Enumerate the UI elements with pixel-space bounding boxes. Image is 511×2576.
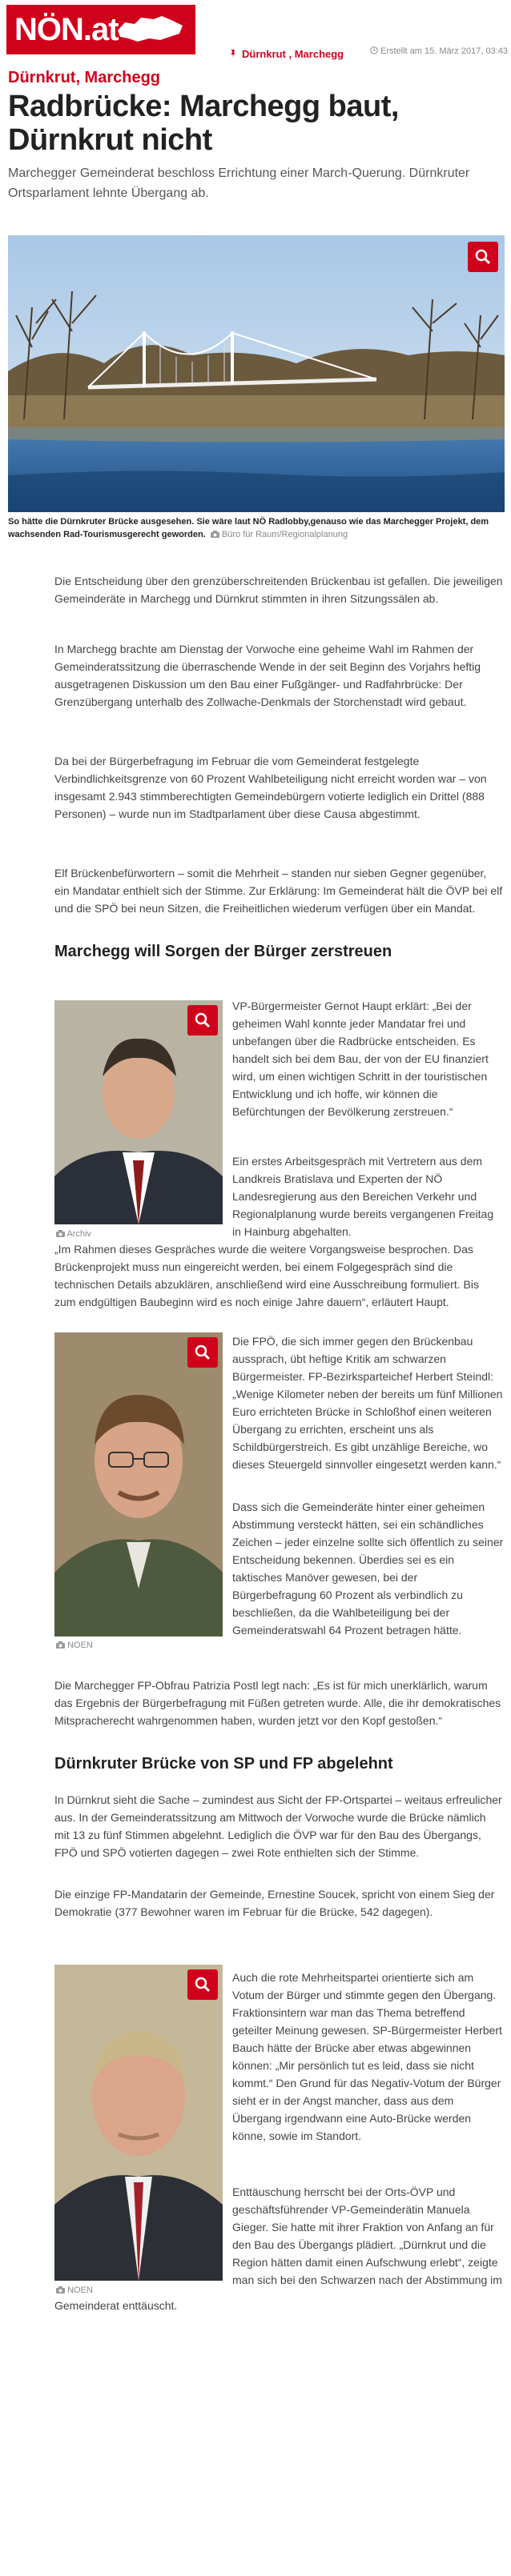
magnifier-icon <box>475 249 491 265</box>
magnifier-icon <box>195 1344 211 1360</box>
photo3-credit <box>56 2286 93 2295</box>
zoom-button-photo3[interactable] <box>187 1969 218 2000</box>
site-header <box>0 0 511 64</box>
paragraph-4: Elf Brückenbefürwortern – somit die Mehrheit – standen nur sieben Gegner gegenüber, ein Mandatar enthielt sich der Stimme. Zur Erklärung: Im Gemeinderat hält die ÖVP bei elf und die SPÖ bei neun Sitzen, die Freiheitlichen wiederum verfügen über ein Mandat. <box>54 867 503 915</box>
paragraph-14: Gemeinderat enttäuscht. <box>54 2299 178 2312</box>
logo-text: NÖN.at <box>14 12 119 47</box>
photo2-credit-text: NOEN <box>67 1641 93 1650</box>
date-text: Erstellt am 15. März 2017, 03:43 <box>380 46 508 56</box>
article-title: Radbrücke: Marchegg baut, Dürnkrut nicht <box>8 90 399 157</box>
subheading-marchegg: Marchegg will Sorgen der Bürger zerstreuen <box>54 943 392 960</box>
camera-icon <box>211 531 219 538</box>
category-label: Dürnkrut , Marchegg <box>242 48 344 60</box>
pin-icon <box>229 50 237 58</box>
portrait-haupt[interactable] <box>54 1000 223 1224</box>
publish-date <box>370 46 508 56</box>
paragraph-6a: Ein erstes Arbeitsgespräch mit Vertretern aus dem Landkreis Bratislava und Experten der NÖ Landesregierung aus den Bereichen Verkehr und Regionalplanung wurde bereits vergangenen Freitag in Hainburg abgehalten. <box>232 1155 494 1238</box>
paragraph-11: Die einzige FP-Mandatarin der Gemeinde, Ernestine Soucek, spricht von einem Sieg der Demokratie (377 Bewohner waren im Februar für die Brücke, 542 dagegen). <box>54 1888 495 1918</box>
paragraph-5: VP-Bürgermeister Gernot Haupt erklärt: „Bei der geheimen Wahl konnte jeder Mandatar frei und unbefangen über die Radbrücke entscheiden. Es handelt sich bei dem Bau, der von der EU finanziert wird, um einen wichtigen Schritt in der touristischen Entwicklung und ich hoffe, wir können die Befürchtungen der Bevölkerung zerstreuen.“ <box>232 1000 489 1118</box>
paragraph-7: Die FPÖ, die sich immer gegen den Brückenbau aussprach, übt heftige Kritik am schwarzen Bürgermeister. FP-Bezirksparteichef Herbert Steindl: „Wenige Kilometer neben der bereits um fünf Millionen Euro errichteten Brücke in Schloßhof einen weiteren Übergang zu errichten, erscheint uns als Schildbürgerstreich. Es gibt unzählige Bereiche, wo dieses Steuergeld sinnvoller eingesetzt werden kann.“ <box>232 1335 503 1471</box>
photo3-credit-text: NOEN <box>67 2286 93 2295</box>
camera-icon <box>56 1230 65 1237</box>
zoom-button-photo2[interactable] <box>187 1337 218 1368</box>
photo1-credit <box>56 1229 91 1239</box>
bridge-river-illustration <box>8 235 505 512</box>
site-logo[interactable] <box>6 5 195 54</box>
paragraph-10: In Dürnkrut sieht die Sache – zumindest aus Sicht der FP-Ortspartei – weitaus erfreulicher aus. In der Gemeinderatssitzung am Mittwoch der Vorwoche wurde die Brücke nämlich mit 13 zu fünf Stimmen abgelehnt. Lediglich die ÖVP war für den Bau des Übergangs, FPÖ und SPÖ votierten dagegen – zwei Rote enthielten sich der Stimme. <box>54 1793 502 1859</box>
paragraph-2: In Marchegg brachte am Dienstag der Vorwoche eine geheime Wahl im Rahmen der Gemeinderatssitzung die überraschende Wende in der seit Beginn des Vorjahrs heftig ausgetragenen Diskussion um den Bau einer Fußgänger- und Radfahrbrücke: Der Grenzübergang unterhalb des Zollwache-Denkmals der Storchenstadt wird gebaut. <box>54 643 481 708</box>
category-link[interactable] <box>229 48 344 60</box>
subheading-duernkrut: Dürnkruter Brücke von SP und FP abgelehnt <box>54 1755 393 1773</box>
article-lead: Marchegger Gemeinderat beschloss Errichtung einer March-Querung. Dürnkruter Ortsparlament lehnte Übergang ab. <box>8 166 470 200</box>
paragraph-12: Auch die rote Mehrheitspartei orientierte sich am Votum der Bürger und stimmte gegen den Übergang. Fraktionsintern war man das Thema betreffend geteilter Meinung gewesen. SP-Bürgermeister Herbert Bauch hätte der Brücke aber etwas abgewinnen können: „Mir persönlich tut es leid, dass sie nicht kommt.“ Den Grund für das Negativ-Votum der Bürger sieht er in der Angst mancher, dass aus dem Übergang irgendwann eine Auto-Brücke werden könne, sowie im Standort. <box>232 1971 502 2142</box>
clock-icon <box>370 46 378 54</box>
lower-austria-map-icon <box>114 13 186 45</box>
portrait-steindl[interactable] <box>54 1332 223 1637</box>
zoom-button[interactable] <box>468 242 498 272</box>
zoom-button-photo1[interactable] <box>187 1005 218 1036</box>
magnifier-icon <box>195 1977 211 1993</box>
hero-caption-text: So hätte die Dürnkruter Brücke ausgesehen. Sie wäre laut NÖ Radlobby,genauso wie das Marchegger Projekt, dem wachsenden Rad-Tourismusgerecht geworden. <box>8 517 489 539</box>
hero-credit <box>208 530 348 539</box>
magnifier-icon <box>195 1012 211 1028</box>
man-portrait-image <box>54 1965 223 2281</box>
portrait-bauch[interactable] <box>54 1965 223 2281</box>
article-kicker: Dürnkrut, Marchegg <box>8 69 161 86</box>
photo1-credit-text: Archiv <box>66 1229 92 1239</box>
hero-credit-text: Büro für Raum/Regionalplanung <box>221 530 348 539</box>
paragraph-3: Da bei der Bürgerbefragung im Februar die vom Gemeinderat festgelegte Verbindlichkeitsgrenze von 60 Prozent Wahlbeteiligung nicht erreicht worden war – von insgesamt 2.943 stimmberechtigten Gemeindebürgern votierte lediglich ein Drittel (888 Personen) – wurde nun im Stadtparlament über diese Causa abgestimmt. <box>54 755 487 820</box>
man-portrait-image <box>54 1332 223 1637</box>
hero-image[interactable] <box>8 235 505 512</box>
paragraph-13: Enttäuschung herrscht bei der Orts-ÖVP und geschäftsführender VP-Gemeinderätin Manuela Gieger. Sie hatte mit ihrer Fraktion von Anfang an für den Bau des Übergangs plädiert. „Dürnkrut und die Region hätten damit einen Aufschwung erlebt“, zeigte man sich bei den Schwarzen nach der Abstimmung im <box>232 2185 502 2286</box>
camera-icon <box>56 2286 65 2294</box>
paragraph-9: Die Marchegger FP-Obfrau Patrizia Postl legt nach: „Es ist für mich unerklärlich, warum das Ergebnis der Bürgerbefragung mit Füßen getreten wurde. Alle, die ihr demokratisches Mitspracherecht wahrgenommen haben, wurden jetzt vor den Kopf gestoßen.“ <box>54 1679 501 1727</box>
hero-caption <box>8 515 505 541</box>
paragraph-6b: „Im Rahmen dieses Gespräches wurde die weitere Vorgangsweise besprochen. Das Brückenprojekt muss nun eingereicht werden, bei einem Folgegespräch sind die technischen Details abzuklären, anschließend wird eine Ausschreibung formuliert. Bis zum endgültigen Baubeginn wird es noch einige Jahre dauern“, erläutert Haupt. <box>54 1243 479 1308</box>
paragraph-1: Die Entscheidung über den grenzüberschreitenden Brückenbau ist gefallen. Die jeweiligen Gemeinderäte in Marchegg und Dürnkrut stimmten in ihren Sitzungssälen ab. <box>54 575 503 605</box>
paragraph-8: Dass sich die Gemeinderäte hinter einer geheimen Abstimmung versteckt hätten, sei ein schändliches Zeichen – jeder einzelne sollte sich öffentlich zu seiner Entscheidung bekennen. Überdies sei es ein taktisches Manöver gewesen, bei der Bürgerbefragung 60 Prozent als verbindlich zu beschließen, da die Wahlbeteiligung bei der Gemeinderatswahl 64 Prozent betragen hätte. <box>232 1500 504 1637</box>
photo2-credit <box>56 1641 93 1650</box>
camera-icon <box>56 1641 65 1649</box>
